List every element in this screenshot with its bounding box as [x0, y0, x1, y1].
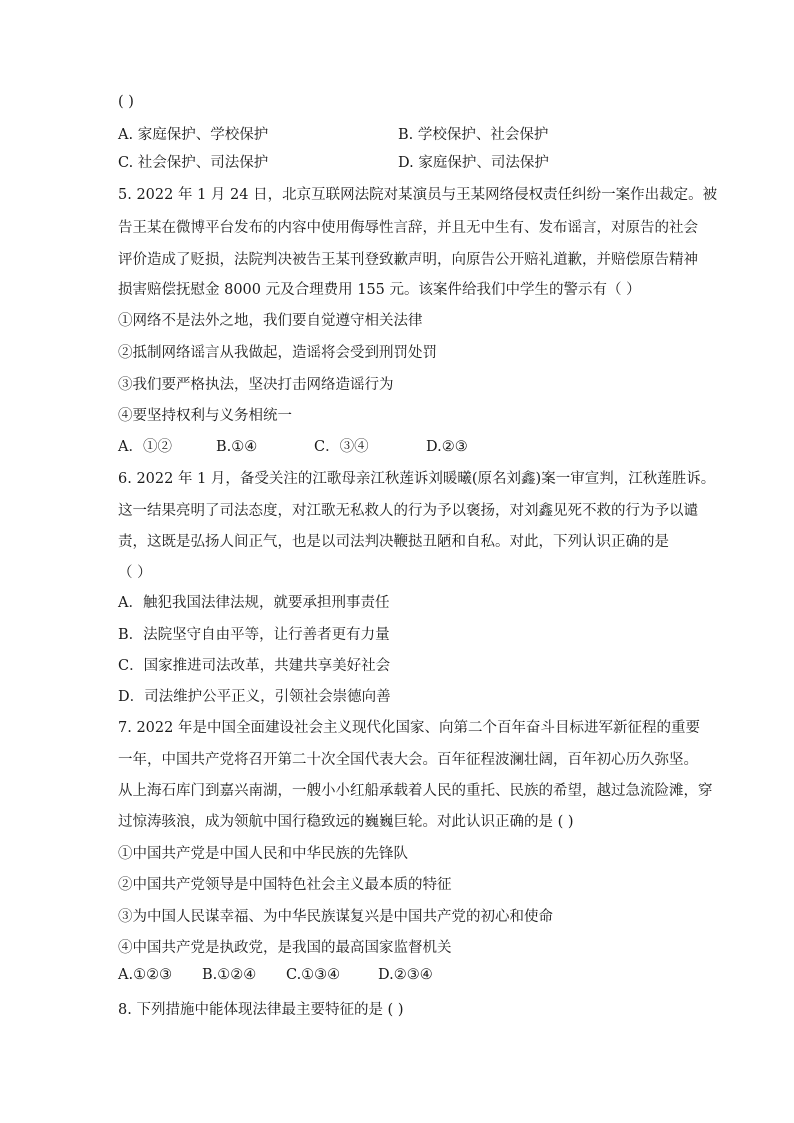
q5-stem-line-4: 损害赔偿抚慰金 8000 元及合理费用 155 元。该案件给我们中学生的警示有（ ）: [118, 282, 641, 298]
q5-option-c: C．③④: [314, 439, 369, 455]
q6-stem-line-3: 责，这既是弘扬人间正气，也是以司法判决鞭挞丑陋和自私。对此，下列认识正确的是: [118, 534, 669, 550]
q4-answer-paren: ( ): [118, 94, 134, 110]
q6-option-a: A．触犯我国法律法规，就要承担刑事责任: [118, 595, 390, 611]
q7-option-c: C.①③④: [286, 967, 341, 983]
q5-option-a: A．①②: [118, 439, 172, 455]
q5-stem-line-2: 告王某在微博平台发布的内容中使用侮辱性言辞，并且无中生有、发布谣言，对原告的社会: [118, 220, 698, 236]
q4-option-a: A. 家庭保护、学校保护: [118, 127, 269, 143]
q6-stem-line-2: 这一结果亮明了司法态度，对江歌无私救人的行为予以褒扬，对刘鑫见死不救的行为予以谴: [118, 503, 698, 519]
q6-answer-paren: （ ）: [118, 565, 152, 581]
q4-option-b: B. 学校保护、社会保护: [398, 127, 549, 143]
q5-options: [118, 435, 468, 456]
q5-statement-1: ①网络不是法外之地，我们要自觉遵守相关法律: [118, 313, 423, 329]
q7-option-d: D.②③④: [378, 967, 433, 983]
q6-option-d: D．司法维护公平正义，引领社会崇德向善: [118, 689, 391, 705]
q7-stem-line-1: 7. 2022 年是中国全面建设社会主义现代化国家、向第二个百年奋斗目标进军新征程的重要: [118, 720, 700, 736]
q6-stem-line-1: 6. 2022 年 1 月，备受关注的江歌母亲江秋莲诉刘暖曦(原名刘鑫)案一审宣判，江秋莲胜诉。: [118, 471, 716, 487]
q7-option-b: B.①②④: [202, 967, 257, 983]
q7-statement-3: ③为中国人民谋幸福、为中华民族谋复兴是中国共产党的初心和使命: [118, 909, 553, 925]
q7-statement-4: ④中国共产党是执政党，是我国的最高国家监督机关: [118, 940, 452, 956]
q7-options: [118, 967, 433, 983]
q7-statement-1: ①中国共产党是中国人民和中华民族的先锋队: [118, 846, 408, 862]
q5-stem-line-1: 5. 2022 年 1 月 24 日，北京互联网法院对某演员与王某网络侵权责任纠纷一案作出裁定。被: [118, 187, 718, 203]
q7-stem-line-2: 一年，中国共产党将召开第二十次全国代表大会。百年征程波澜壮阔，百年初心历久弥坚。: [118, 752, 698, 768]
q7-stem-line-4: 过惊涛骇浪，成为领航中国行稳致远的巍巍巨轮。对此认识正确的是 ( ): [118, 814, 574, 830]
q5-statement-2: ②抵制网络谣言从我做起，造谣将会受到刑罚处罚: [118, 345, 437, 361]
q5-option-d: D.②③: [426, 439, 468, 455]
q8-stem: 8. 下列措施中能体现法律最主要特征的是 ( ): [118, 1002, 404, 1018]
q4-option-c: C. 社会保护、司法保护: [118, 155, 269, 171]
q6-option-b: B．法院坚守自由平等，让行善者更有力量: [118, 627, 390, 643]
q5-option-b: B.①④: [216, 439, 258, 455]
q6-option-c: C．国家推进司法改革，共建共享美好社会: [118, 658, 391, 674]
q4-option-d: D. 家庭保护、司法保护: [398, 155, 549, 171]
q5-statement-3: ③我们要严格执法，坚决打击网络造谣行为: [118, 377, 394, 393]
q5-stem-line-3: 评价造成了贬损，法院判决被告王某刊登致歉声明，向原告公开赔礼道歉，并赔偿原告精神: [118, 252, 698, 268]
q5-statement-4: ④要坚持权利与义务相统一: [118, 408, 292, 424]
q7-statement-2: ②中国共产党领导是中国特色社会主义最本质的特征: [118, 877, 452, 893]
q7-option-a: A.①②③: [118, 967, 173, 983]
q7-stem-line-3: 从上海石库门到嘉兴南湖，一艘小小红船承载着人民的重托、民族的希望，越过急流险滩，穿: [118, 783, 713, 799]
